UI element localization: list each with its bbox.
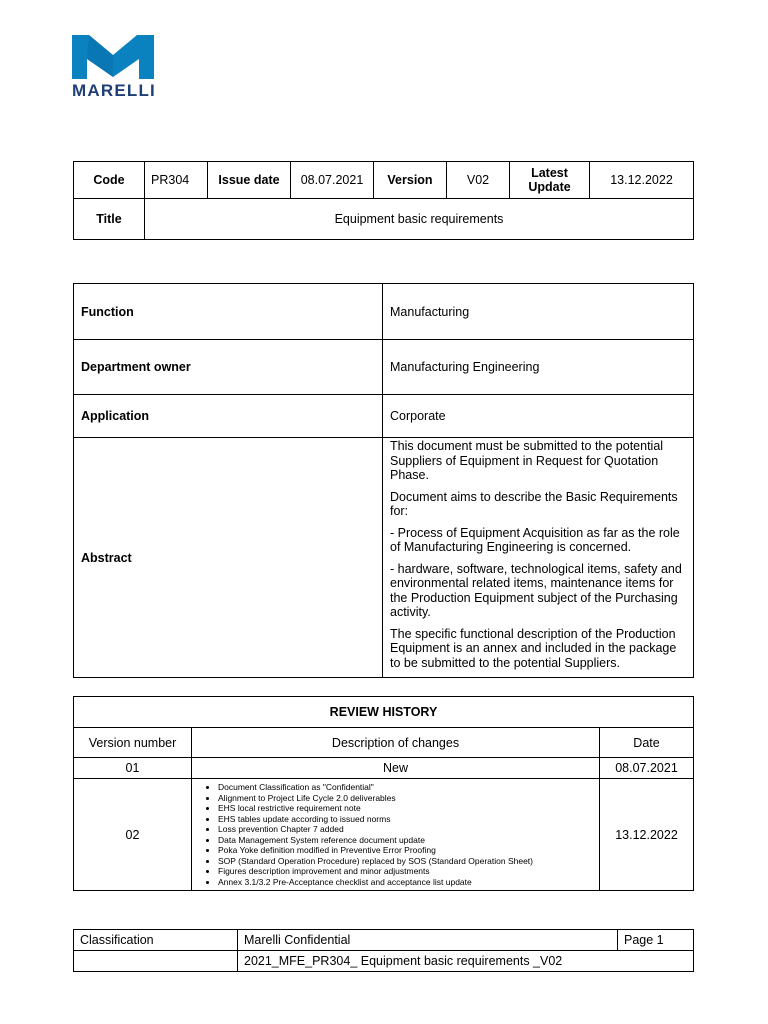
abstract-text xyxy=(383,438,694,678)
footer-table xyxy=(73,929,694,972)
table-row xyxy=(74,758,694,779)
document-header-table xyxy=(73,161,694,240)
function-value: Manufacturing xyxy=(383,284,694,340)
classification-label: Classification xyxy=(74,930,238,951)
abstract-paragraph: - Process of Equipment Acquisition as far as the role of Manufacturing Engineering is concerned. xyxy=(390,525,680,554)
version-number-header: Version number xyxy=(74,728,192,758)
marelli-m-icon xyxy=(72,33,154,79)
version-label: Version xyxy=(374,162,447,199)
department-label: Department owner xyxy=(74,340,383,395)
page-number: Page 1 xyxy=(618,930,694,951)
footer-empty-cell xyxy=(74,951,238,972)
issue-date-label: Issue date xyxy=(208,162,291,199)
row-version: 01 xyxy=(74,758,192,779)
review-history-title: REVIEW HISTORY xyxy=(74,697,694,728)
issue-date-value: 08.07.2021 xyxy=(291,162,374,199)
row-date: 08.07.2021 xyxy=(600,758,694,779)
list-item: • Document Classification as "Confidential" xyxy=(218,782,599,793)
title-label: Title xyxy=(74,199,145,240)
list-item: • Loss prevention Chapter 7 added xyxy=(218,824,599,835)
latest-update-label: Latest Update xyxy=(510,162,590,199)
header-row xyxy=(74,162,694,199)
description-header: Description of changes xyxy=(192,728,600,758)
abstract-paragraph: The specific functional description of the Production Equipment is an annex and included in the package to be submitted to the potential Suppliers. xyxy=(390,626,677,670)
document-name: 2021_MFE_PR304_ Equipment basic requirements _V02 xyxy=(238,951,694,972)
function-label: Function xyxy=(74,284,383,340)
code-label: Code xyxy=(74,162,145,199)
list-item: • Poka Yoke definition modified in Preventive Error Proofing xyxy=(218,845,599,856)
function-row xyxy=(74,284,694,340)
application-value: Corporate xyxy=(383,395,694,438)
version-value: V02 xyxy=(447,162,510,199)
latest-update-value: 13.12.2022 xyxy=(590,162,694,199)
review-header-row xyxy=(74,728,694,758)
abstract-paragraph: Document aims to describe the Basic Requirements for: xyxy=(390,489,678,518)
review-history-table xyxy=(73,696,694,891)
list-item: • Data Management System reference document update xyxy=(218,835,599,846)
classification-value: Marelli Confidential xyxy=(238,930,618,951)
date-header: Date xyxy=(600,728,694,758)
list-item: • Figures description improvement and minor adjustments xyxy=(218,866,599,877)
list-item: • EHS tables update according to issued norms xyxy=(218,814,599,825)
abstract-label: Abstract xyxy=(74,438,383,678)
logo-wordmark: MARELLI xyxy=(72,81,156,100)
title-value: Equipment basic requirements xyxy=(145,199,694,240)
department-value: Manufacturing Engineering xyxy=(383,340,694,395)
list-item: • EHS local restrictive requirement note xyxy=(218,803,599,814)
abstract-paragraph: - hardware, software, technological items, safety and environmental related items, maintenance items for the Production Equipment subject of the Purchasing activity. xyxy=(390,561,682,619)
list-item: • Annex 3.1/3.2 Pre-Acceptance checklist and acceptance list update xyxy=(218,877,599,888)
row-version: 02 xyxy=(74,779,192,891)
row-date: 13.12.2022 xyxy=(600,779,694,891)
changes-list xyxy=(192,779,599,890)
row-description: New xyxy=(192,758,600,779)
code-value: PR304 xyxy=(145,162,208,199)
marelli-logo xyxy=(72,33,156,101)
list-item: • SOP (Standard Operation Procedure) replaced by SOS (Standard Operation Sheet) xyxy=(218,856,599,867)
application-row xyxy=(74,395,694,438)
title-row xyxy=(74,199,694,240)
table-row xyxy=(74,779,694,891)
footer-row xyxy=(74,930,694,951)
review-title-row xyxy=(74,697,694,728)
document-info-table xyxy=(73,283,694,678)
abstract-row xyxy=(74,438,694,678)
application-label: Application xyxy=(74,395,383,438)
footer-row xyxy=(74,951,694,972)
abstract-paragraph: This document must be submitted to the potential Suppliers of Equipment in Request for Quotation Phase. xyxy=(390,439,664,482)
list-item: • Alignment to Project Life Cycle 2.0 deliverables xyxy=(218,793,599,804)
row-changes xyxy=(192,779,600,891)
department-row xyxy=(74,340,694,395)
